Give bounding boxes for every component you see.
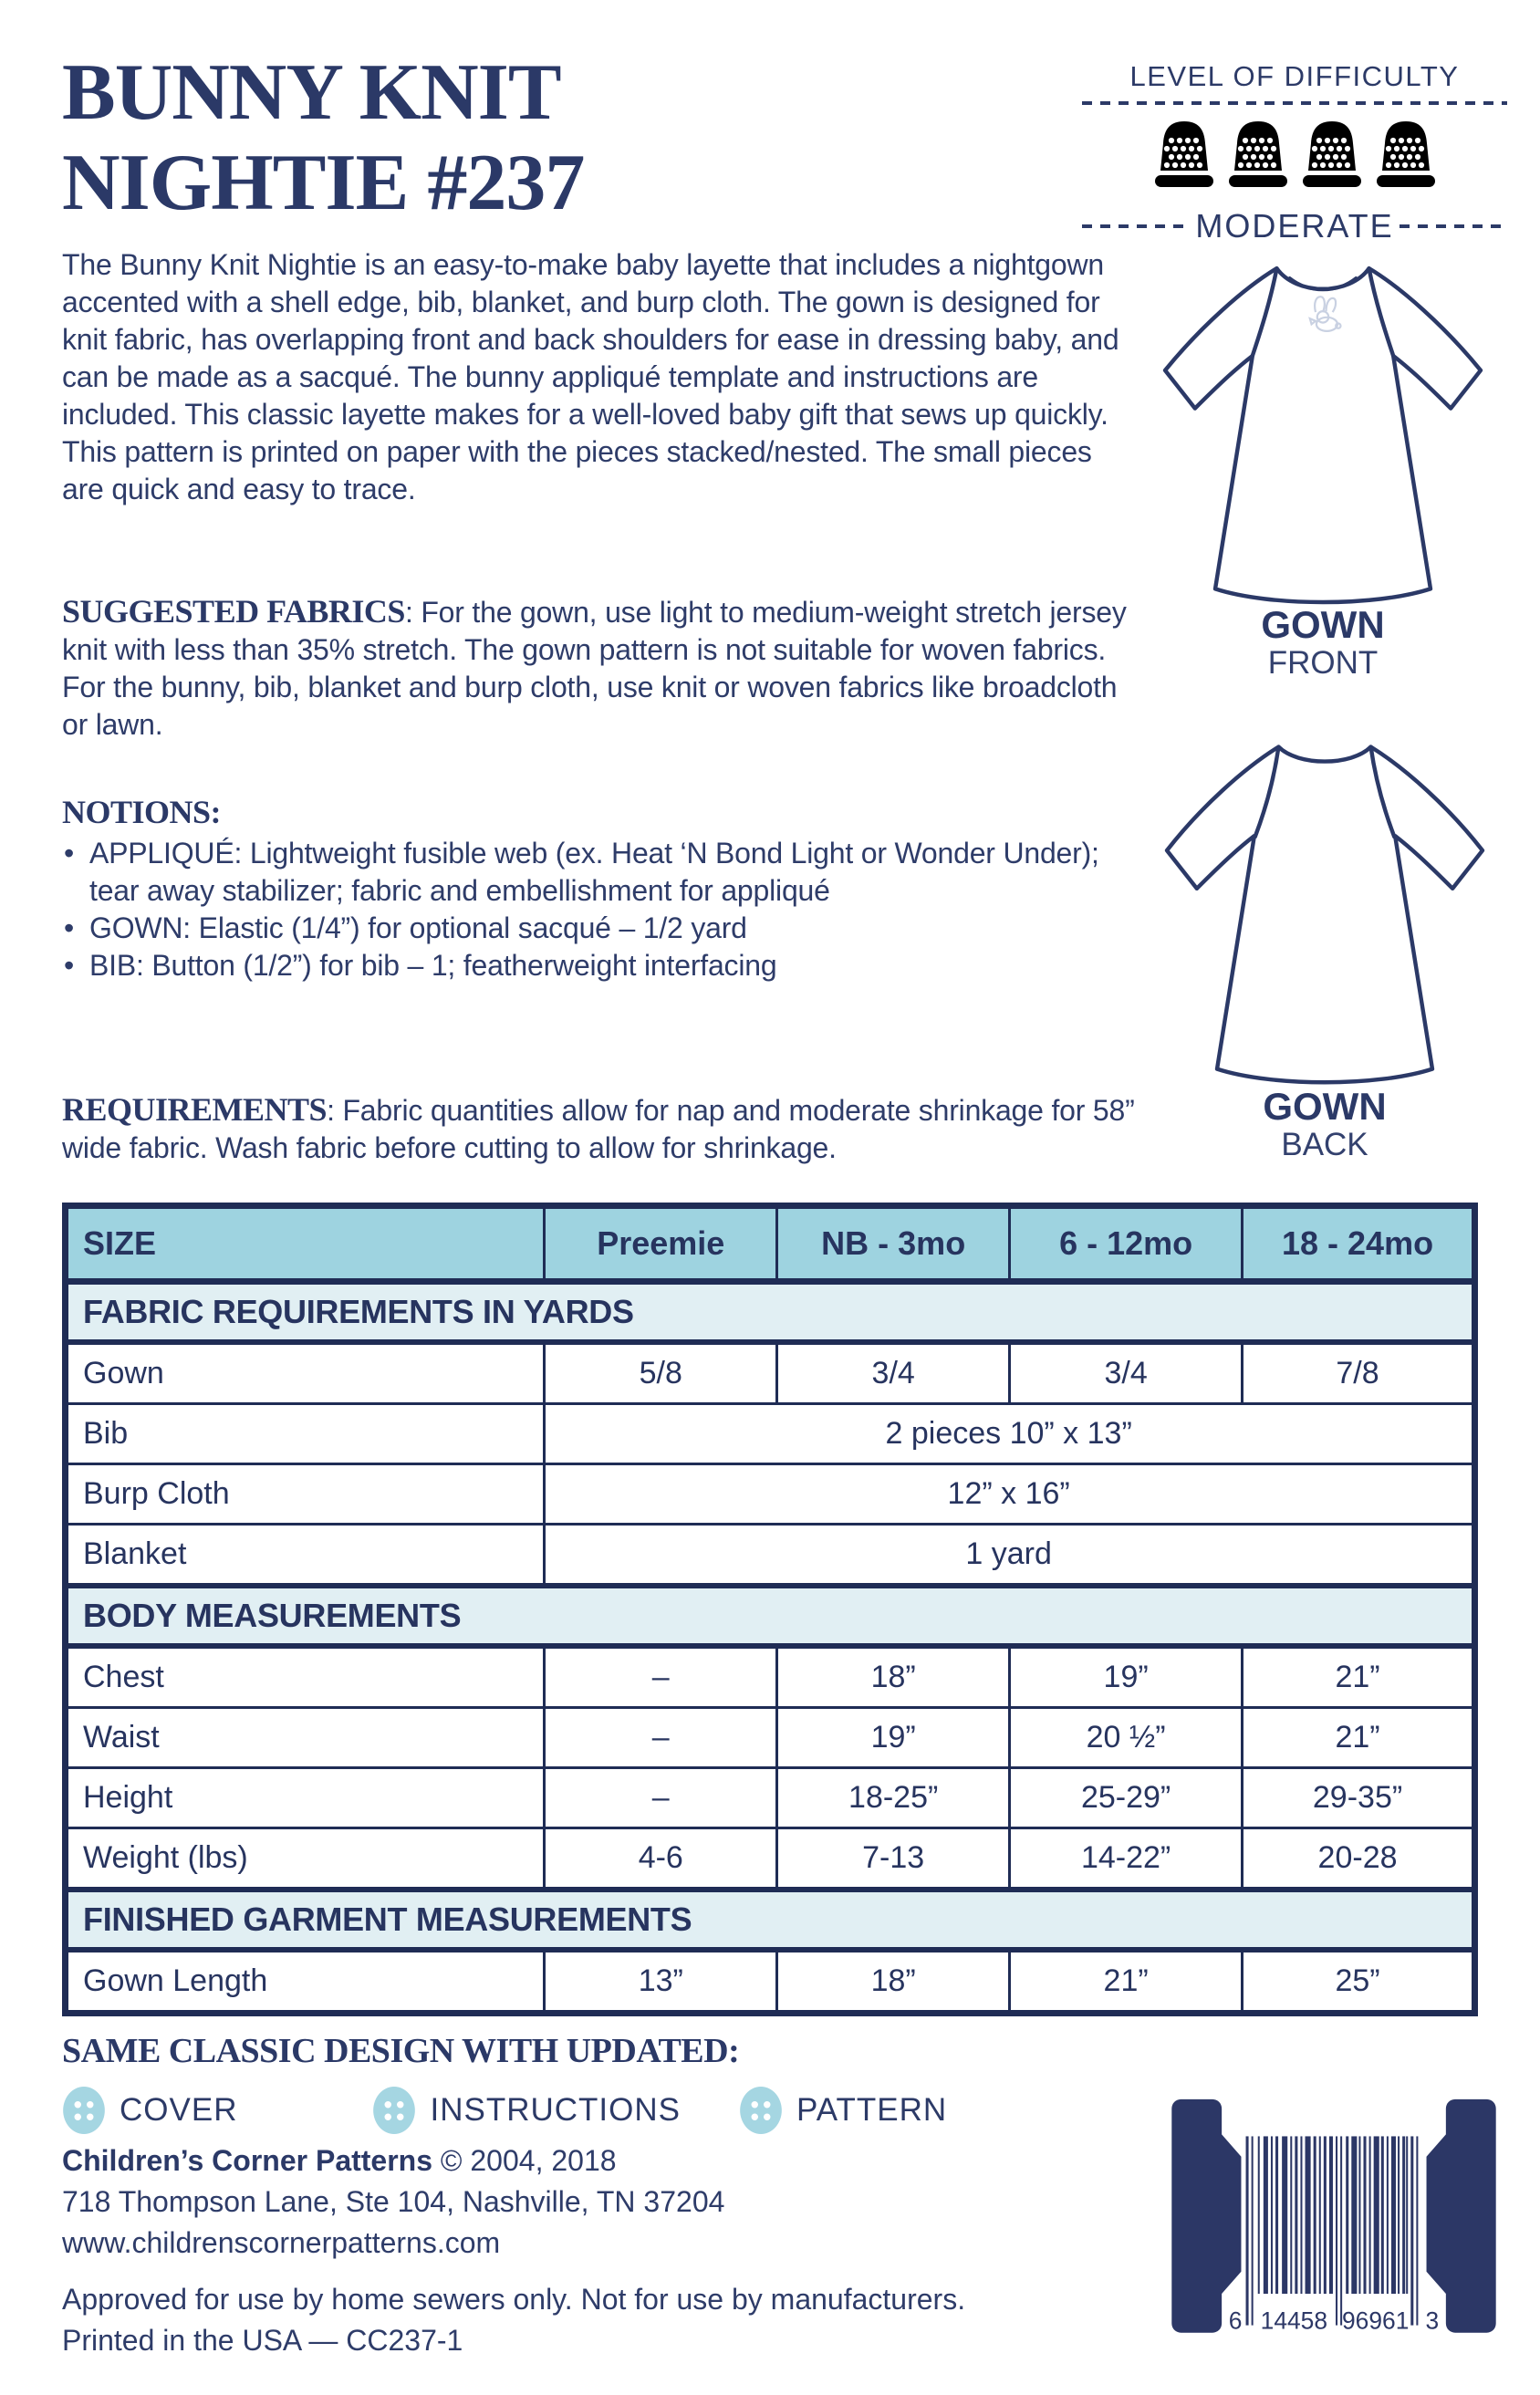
size-table-cell: – [545, 1768, 777, 1828]
updated-item-cover [62, 2086, 237, 2135]
dashed-divider [1082, 101, 1507, 105]
size-table-cell: 21” [1010, 1950, 1243, 2014]
spool-flange-right [1427, 2099, 1496, 2333]
size-table-row-label: Blanket [66, 1525, 545, 1587]
size-table-row-label: Gown Length [66, 1950, 545, 2014]
approval-block [62, 2279, 965, 2361]
suggested-fabrics-heading: SUGGESTED FABRICS [62, 593, 405, 630]
size-table-data-row [66, 1525, 1475, 1587]
notions-list [62, 835, 1134, 984]
gown-front-illustration [1129, 241, 1516, 613]
size-table-cell: 3/4 [1010, 1342, 1243, 1404]
size-table-header-cell: Preemie [545, 1206, 777, 1282]
size-table-cell: 19” [1010, 1646, 1243, 1708]
size-table-section-row [66, 1586, 1475, 1646]
difficulty-level-label: MODERATE [1195, 207, 1394, 245]
size-table-data-row [66, 1646, 1475, 1708]
size-table-data-row [66, 1828, 1475, 1890]
size-table-span-cell: 2 pieces 10” x 13” [545, 1404, 1475, 1464]
size-table-cell: 18” [777, 1950, 1010, 2014]
notions [62, 794, 1134, 984]
approval-text: Approved for use by home sewers only. Not for use by manufacturers. [62, 2283, 966, 2316]
size-table-row-label: Chest [66, 1646, 545, 1708]
thimble-icon [1228, 120, 1288, 191]
size-table-cell: 4-6 [545, 1828, 777, 1890]
thimble-icon [1154, 120, 1214, 191]
size-table-row-label: Waist [66, 1708, 545, 1768]
difficulty-panel [1082, 60, 1507, 245]
size-table-cell: 29-35” [1243, 1768, 1475, 1828]
size-table-cell: 18-25” [777, 1768, 1010, 1828]
barcode-digit: 6 [1228, 2306, 1243, 2335]
button-icon [739, 2086, 783, 2135]
size-table-data-row [66, 1464, 1475, 1525]
size-table-header-cell: 18 - 24mo [1243, 1206, 1475, 1282]
barcode-spool [1153, 2093, 1514, 2367]
size-table-span-cell: 1 yard [545, 1525, 1475, 1587]
size-table-cell: 19” [777, 1708, 1010, 1768]
notion-item: • APPLIQUÉ: Lightweight fusible web (ex. Heat ‘N Bond Light or Wonder Under); tear away stabilizer; fabric and embellishment for appliqué [62, 835, 1134, 910]
size-table-cell: 20-28 [1243, 1828, 1475, 1890]
size-table-row-label: Height [66, 1768, 545, 1828]
suggested-fabrics [62, 593, 1148, 744]
requirements-text: : Fabric quantities allow for nap and moderate shrinkage for 58” wide fabric. Wash fabric before cutting to allow for shrinkage. [62, 1094, 1135, 1164]
gown-back-illustration [1131, 723, 1518, 1095]
updated-heading: SAME CLASSIC DESIGN WITH UPDATED: [62, 2032, 740, 2070]
page-title [62, 47, 1111, 228]
size-table-cell: – [545, 1646, 777, 1708]
size-table-cell: 3/4 [777, 1342, 1010, 1404]
size-table-row-label: Gown [66, 1342, 545, 1404]
updated-item-instructions [372, 2086, 681, 2135]
thimble-icon [1376, 120, 1436, 191]
gown-front-figure [1129, 241, 1516, 682]
size-table-cell: 21” [1243, 1646, 1475, 1708]
notion-item: • BIB: Button (1/2”) for bib – 1; featherweight interfacing [62, 947, 1134, 984]
gown-front-sublabel: FRONT [1267, 645, 1379, 681]
notion-item: • GOWN: Elastic (1/4”) for optional sacqué – 1/2 yard [62, 910, 1134, 947]
publisher-line [62, 2140, 724, 2182]
size-table-data-row [66, 1342, 1475, 1404]
size-table-data-row [66, 1950, 1475, 2014]
updated-item-label: PATTERN [796, 2092, 948, 2128]
barcode-digit: 14458 [1260, 2306, 1328, 2335]
size-table-cell: 18” [777, 1646, 1010, 1708]
size-table-cell: 7/8 [1243, 1342, 1475, 1404]
gown-back-label: GOWN [1263, 1085, 1387, 1128]
size-table-cell: – [545, 1708, 777, 1768]
gown-front-label: GOWN [1261, 603, 1385, 646]
thimble-icon [1302, 120, 1362, 191]
difficulty-label: LEVEL OF DIFFICULTY [1129, 60, 1460, 92]
size-table-cell: 25-29” [1010, 1768, 1243, 1828]
size-table-cell: 20 ½” [1010, 1708, 1243, 1768]
notions-heading: NOTIONS: [62, 794, 222, 830]
size-table-cell: 7-13 [777, 1828, 1010, 1890]
thimble-rating [1082, 120, 1507, 194]
size-table-cell: 21” [1243, 1708, 1475, 1768]
size-table-cell: 25” [1243, 1950, 1475, 2014]
size-table-header-cell: 6 - 12mo [1010, 1206, 1243, 1282]
size-table-data-row [66, 1708, 1475, 1768]
updated-item-label: INSTRUCTIONS [430, 2092, 681, 2128]
title-line-1: BUNNY KNIT [62, 48, 561, 137]
printed-text: Printed in the USA — CC237-1 [62, 2324, 463, 2357]
button-icon [62, 2086, 106, 2135]
dashed-divider [1082, 224, 1190, 228]
barcode-bars [1246, 2136, 1419, 2325]
size-table-header-row [66, 1206, 1475, 1282]
intro-paragraph: The Bunny Knit Nightie is an easy-to-make baby layette that includes a nightgown accented with a shell edge, bib, blanket, and burp cloth. The gown is designed for knit fabric, has overlapping front and back shoulders for ease in dressing baby, and can be made as a sacqué. The bunny appliqué template and instructions are included. This classic layette makes for a well-loved baby gift that sews up quickly. This pattern is printed on paper with the pieces stacked/nested. The small pieces are quick and easy to trace. [62, 248, 1119, 505]
updated-item-pattern [739, 2086, 947, 2135]
updated-item-label: COVER [120, 2092, 238, 2128]
barcode-digit: 3 [1425, 2306, 1440, 2335]
publisher-address: 718 Thompson Lane, Ste 104, Nashville, TN 37204 [62, 2185, 725, 2218]
requirements [62, 1091, 1152, 1167]
size-table-row-label: Burp Cloth [66, 1464, 545, 1525]
publisher-name: Children’s Corner Patterns [62, 2144, 433, 2177]
size-table [62, 1203, 1478, 2016]
difficulty-level-row [1082, 207, 1507, 245]
size-table-span-cell: 12” x 16” [545, 1464, 1475, 1525]
gown-back-figure [1131, 723, 1518, 1163]
size-table-cell: 5/8 [545, 1342, 777, 1404]
publisher-copyright: © 2004, 2018 [440, 2144, 617, 2177]
button-icon [372, 2086, 416, 2135]
size-table-section-title: FABRIC REQUIREMENTS IN YARDS [66, 1282, 1475, 1343]
size-table-section-title: FINISHED GARMENT MEASUREMENTS [66, 1890, 1475, 1950]
size-table-cell: 13” [545, 1950, 777, 2014]
size-table-data-row [66, 1768, 1475, 1828]
size-table-section-row [66, 1890, 1475, 1950]
dashed-divider [1400, 224, 1507, 228]
suggested-fabrics-text: : For the gown, use light to medium-weight stretch jersey knit with less than 35% stretch. The gown pattern is not suitable for woven fabrics. For the bunny, bib, blanket and burp cloth, use knit or woven fabrics like broadcloth or lawn. [62, 596, 1127, 741]
size-table-data-row [66, 1404, 1475, 1464]
publisher-block [62, 2140, 724, 2264]
size-table-row-label: Bib [66, 1404, 545, 1464]
publisher-website: www.childrenscornerpatterns.com [62, 2226, 501, 2259]
gown-back-sublabel: BACK [1281, 1127, 1368, 1162]
size-table-header-cell: SIZE [66, 1206, 545, 1282]
size-table-cell: 14-22” [1010, 1828, 1243, 1890]
size-table-section-title: BODY MEASUREMENTS [66, 1586, 1475, 1646]
barcode-digit: 96961 [1341, 2306, 1410, 2335]
requirements-heading: REQUIREMENTS [62, 1091, 328, 1128]
title-line-2: NIGHTIE #237 [62, 139, 585, 227]
size-table-header-cell: NB - 3mo [777, 1206, 1010, 1282]
spool-flange-left [1171, 2099, 1241, 2333]
size-table-section-row [66, 1282, 1475, 1343]
updated-items-row [62, 2084, 947, 2137]
size-table-row-label: Weight (lbs) [66, 1828, 545, 1890]
